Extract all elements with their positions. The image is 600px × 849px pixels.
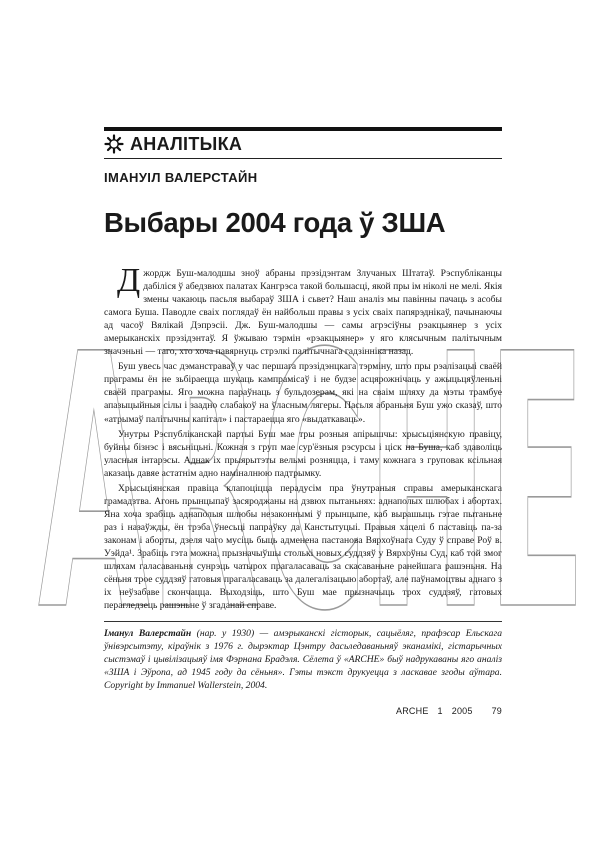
section-top-rule bbox=[104, 127, 502, 131]
sun-burst-icon bbox=[104, 134, 124, 154]
section-label: АНАЛІТЫКА bbox=[130, 133, 243, 154]
watermark-text: ARCHE bbox=[38, 280, 586, 620]
article-author: ІМАНУІЛ ВАЛЕРСТАЙН bbox=[104, 170, 258, 185]
bio-name: Іманул Валерстайн bbox=[104, 628, 192, 639]
footer-year: 2005 bbox=[451, 706, 473, 716]
bio-divider bbox=[104, 621, 502, 622]
footer-journal: ARCHE bbox=[396, 706, 429, 716]
section-bottom-rule bbox=[104, 158, 502, 159]
author-bio bbox=[104, 627, 502, 692]
footer-issue: 1 bbox=[437, 706, 443, 716]
bio-text: (нар. у 1930) — амэрыканскі гісторык, сацыёляг, прафэсар Ельскага ўнівэрсытэту, кіраўнік з 1976 г. дырэктар Цэнтру дасьледаваньняў эканамікі, гістарычных сыстэмаў і цывілізацыяў імя Фэрнана Брадэля. Сёлета ў «ARCHE» быў надрукаваны яго аналіз «ЗША і Эўропа, ад 1945 году да сёньня». Гэты тэкст друкуецца з ласкавае згоды аўтара. Copyright by Immanuel Wallerstein, 2004. bbox=[104, 628, 502, 692]
page-footer bbox=[396, 706, 502, 716]
article-title: Выбары 2004 года ў ЗША bbox=[104, 207, 446, 238]
article-body bbox=[104, 262, 502, 612]
section-header bbox=[104, 133, 242, 155]
paragraph-1: Джордж Буш-малодшы зноў абраны прэзідэнтам Злучаных Штатаў. Рэспубліканцы дабіліся ў абедзвюх палатах Кангрэса такой большасці, якой пры ім ніколі не мелі. Якія змены чакаюць пасьля выбараў ЗША і сьвет? Наш аналіз мы павінны пачаць з асобы самога Буша. Паводле сваіх поглядаў ён найбольш правы з усіх сваіх папярэднікаў, пачынаючы ад часоў Вялікай Дэпрэсіі. Дж. Буш-малодшы — самы агрэсіўны рэакцыянер з усіх амерыканскіх прэзідэнтаў. Я ўжываю тэрмін «рэакцыянер» у яго клясычным палітычным значэньні — таго, хто хоча павярнуць стрэлкі палітычнага гадзінніка назад. bbox=[104, 262, 502, 358]
drop-cap: Д bbox=[117, 262, 141, 299]
paragraph-3: Унутры Рэспубліканскай партыі Буш мае тры розныя апірышчы: хрысьціянскую правіцу, буйны бізнэс і вясьніцьні. Кожная з груп мае сур'ёзныя рэсурсы і ціск на Буша, каб здаволіць уласныя інтарэсы. Аднак іх прыярытэты вельмі розняцца, і таму кожнага з груповак ксільная аказаць давяе астатнім адно наміналнюю падтрымку. bbox=[104, 428, 502, 479]
paragraph-2: Буш увесь час дэманстраваў у час першага прэзідэнцкага тэрміну, што пры рэалізацыі сваёй праграмы ён не зьбіраецца шукаць кампрамісаў і не будзе асцярожнічаць у ажыцьцяўленьні сваёй праграмы. Яго можна параўнаць з бульдозерам, які на сваім шляху да мэты трамбуе апазыцыйныя сілы і заадно слабакоў на ўласным лягеры. Пасьля абраньня Буш ужо сказаў, што «атрымаў палітычны капітал» і пастараецца яго «выдаткаваць». bbox=[104, 361, 502, 425]
paragraph-4: Хрысьціянская правіца клапоціцца перадусім пра ўнутраныя справы амерыканскага грамадзтва. Агонь прынцыпаў засяроджаны на дзвюх пытаньнях: аднаполых шлюбах і абортах. Яна хоча зрабіць аднаполыя шлюбы незаконнымі ў прынцыпе, каб вырашыць гэтае пытаньне раз і назаўжды, ён трэба ўнесьці папраўку да Канстытуцыі. Правыя хацелі б паставіць па-за законам і аборты, дзеля чаго мусіць быць адменена пастанова Вярхоўнага Суду ў справе Роў в. Уэйда¹. Зрабіць гэта можна, прызначыўшы столькі новых суддзяў у Вярхоўны Суд, каб той змог шляхам галасаваньня сунрэць чатырох прагаласаваць за скасаваньне ранейшага рашэньня. На сёньня трое суддзяў гатовыя прагаласаваць за далегалізацыю абортаў, але паўнамоцтвы аднаго з іх неўзабаве скончацца. Выходзіць, што Буш мае прызначыць трох суддзяў, гатовых перагледзець рашэньне ў згаданай справе. bbox=[104, 482, 502, 612]
page-number: 79 bbox=[491, 706, 502, 716]
